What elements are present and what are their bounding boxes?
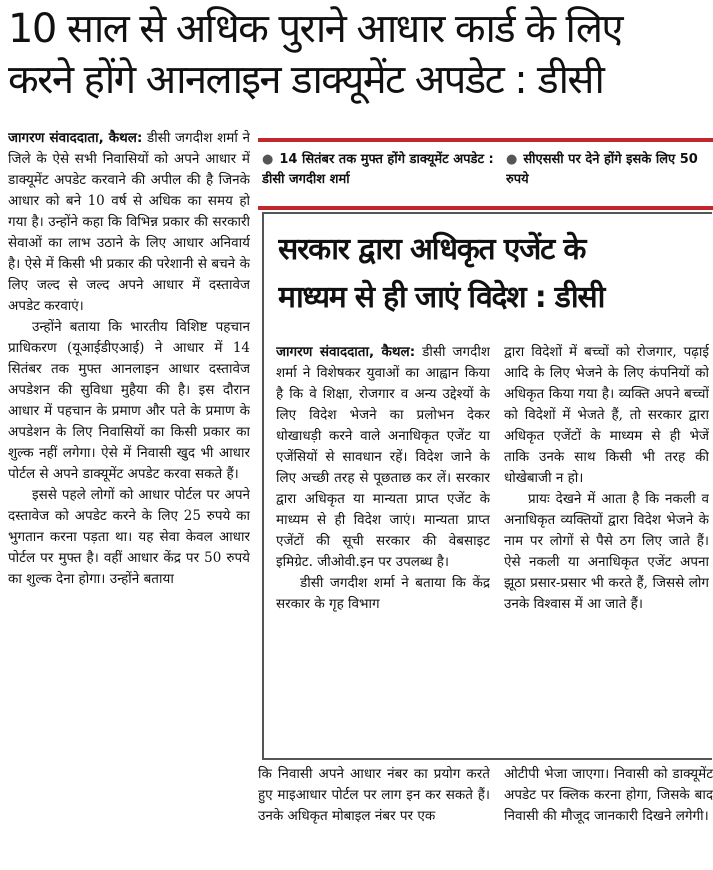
article-2-headline [278,226,708,322]
article-2-paragraph-1-text: डीसी जगदीश शर्मा ने विशेषकर युवाओं का आह्वान किया है कि वे शिक्षा, रोजगार व अन्य उद्देश्यों के लिए विदेश भेजने का प्रलोभन देकर धोखाधड़ी करने वाले अनाधिकृत एजेंट या एजेंसियों से सावधान रहें। विदेश जाने के लिए अच्छी तरह से पूछताछ कर लें। सरकार द्वारा अधिकृत या मान्यता प्राप्त एजेंट के माध्यम से ही विदेश जाएं। मान्यता प्राप्त एजेंटों की सूची सरकार की वेबसाइट इमिग्रेट. जीओवी.इन पर उपलब्ध है। [276,344,490,570]
article-2-paragraph-4: प्रायः देखने में आता है कि नकली व अनाधिकृत व्यक्तियों द्वारा विदेश भेजने के नाम पर लोगों से पैसे ठग लिए जाते हैं। ऐसे नकली या अनाधिकृत एजेंट अपना झूठा प्रसार-प्रसार भी करते हैं, जिससे लोग उनके विश्वास में आ जाते हैं। [504,491,709,612]
article-2-paragraph-1 [276,342,490,573]
highlight-2-text: सीएससी पर देने होंगे इसके लिए 50 रुपये [506,152,698,187]
article-1-paragraph-1-text: डीसी जगदीश शर्मा ने जिले के ऐसे सभी निवासियों को अपने आधार में डाक्यूमेंट अपडेट करवाने की अपील की है जिनके आधार को बने 10 वर्ष से अधिक का समय हो गया है। उन्होंने कहा कि विभिन्न प्रकार की सरकारी सेवाओं का लाभ उठाने के लिए आधार अनिवार्य है। ऐसे में किसी भी प्रकार की परेशानी से बचने के लिए जल्द से जल्द अपने आधार में दस्तावेज अपडेट करवाएं। [8,130,250,314]
article-2-paragraph-2: डीसी जगदीश शर्मा ने बताया कि केंद्र सरकार के गृह विभाग [276,575,490,612]
article-1-column-1 [8,128,250,868]
article-2-headline-line-2: माध्यम से ही जाएं विदेश : डीसी [278,280,605,315]
article-2-headline-line-1: सरकार द्वारा अधिकृत एजेंट के [278,232,586,267]
article-1-paragraph-3: इससे पहले लोगों को आधार पोर्टल पर अपने दस्तावेज को अपडेट करने के लिए 25 रुपये का भुगतान करना पड़ता था। यह सेवा केवल आधार पोर्टल पर मुफ्त है। वहीं आधार केंद्र पर 50 रुपये का शुल्क देना होगा। उन्होंने बताया [8,487,250,587]
article-1-column-3 [504,764,713,868]
article-2-dateline: जागरण संवाददाता, कैथल: [276,344,416,360]
article-2-column-1 [276,342,490,754]
main-headline-line-2: करने होंगे आनलाइन डाक्यूमेंट अपडेट : डीसी [8,57,604,103]
article-2-paragraph-3: द्वारा विदेशों में बच्चों को रोजगार, पढ़ाई आदि के लिए भेजने के लिए कंपनियों को अधिकृत किया गया है। व्यक्ति अपने बच्चों को विदेशों में भेजते हैं, तो सरकार द्वारा अधिकृत एजेंटों के माध्यम से ही भेजें ताकि उनके साथ किसी भी तरह की धोखेबाजी न हो। [504,344,709,486]
article-1-paragraph-2: उन्होंने बताया कि भारतीय विशिष्ट पहचान प्राधिकरण (यूआईडीएआई) ने आधार में 14 सितंबर तक मुफ्त आनलाइन आधार दस्तावेज अपडेशन की सुविधा मुहैया की है। इस दौरान आधार में पहचान के प्रमाण और पते के प्रमाण के अपडेशन के लिए निवासियों का किसी प्रकार का शुल्क नहीं लगेगा। ऐसे में निवासी खुद भी आधार पोर्टल से अपने डाक्यूमेंट अपडेट करवा सकते हैं। [8,319,250,482]
main-headline-line-1: 10 साल से अधिक पुराने आधार कार्ड के लिए [8,6,622,52]
article-1-paragraph-1 [8,128,250,317]
highlight-2 [506,150,710,200]
bullet-dot-icon: ● [262,152,274,167]
article-1-column-2 [258,764,490,868]
bullet-dot-icon: ● [506,152,518,167]
red-rule-top [258,138,713,142]
article-1-paragraph-4: कि निवासी अपने आधार नंबर का प्रयोग करते हुए माइआधार पोर्टल पर लाग इन कर सकते हैं। उनके अधिकृत मोबाइल नंबर पर एक [258,766,490,824]
highlight-1 [262,150,498,200]
main-headline [8,4,708,106]
red-rule-bottom [258,206,713,210]
highlight-1-text: 14 सितंबर तक मुफ्त होंगे डाक्यूमेंट अपडेट : डीसी जगदीश शर्मा [262,152,494,187]
article-1-dateline: जागरण संवाददाता, कैथल: [8,130,143,146]
article-2-column-2 [504,342,709,754]
article-1-paragraph-5: ओटीपी भेजा जाएगा। निवासी को डाक्यूमेंट अपडेट पर क्लिक करना होगा, जिसके बाद निवासी की मौजूद जानकारी दिखने लगेगी। [504,766,713,824]
